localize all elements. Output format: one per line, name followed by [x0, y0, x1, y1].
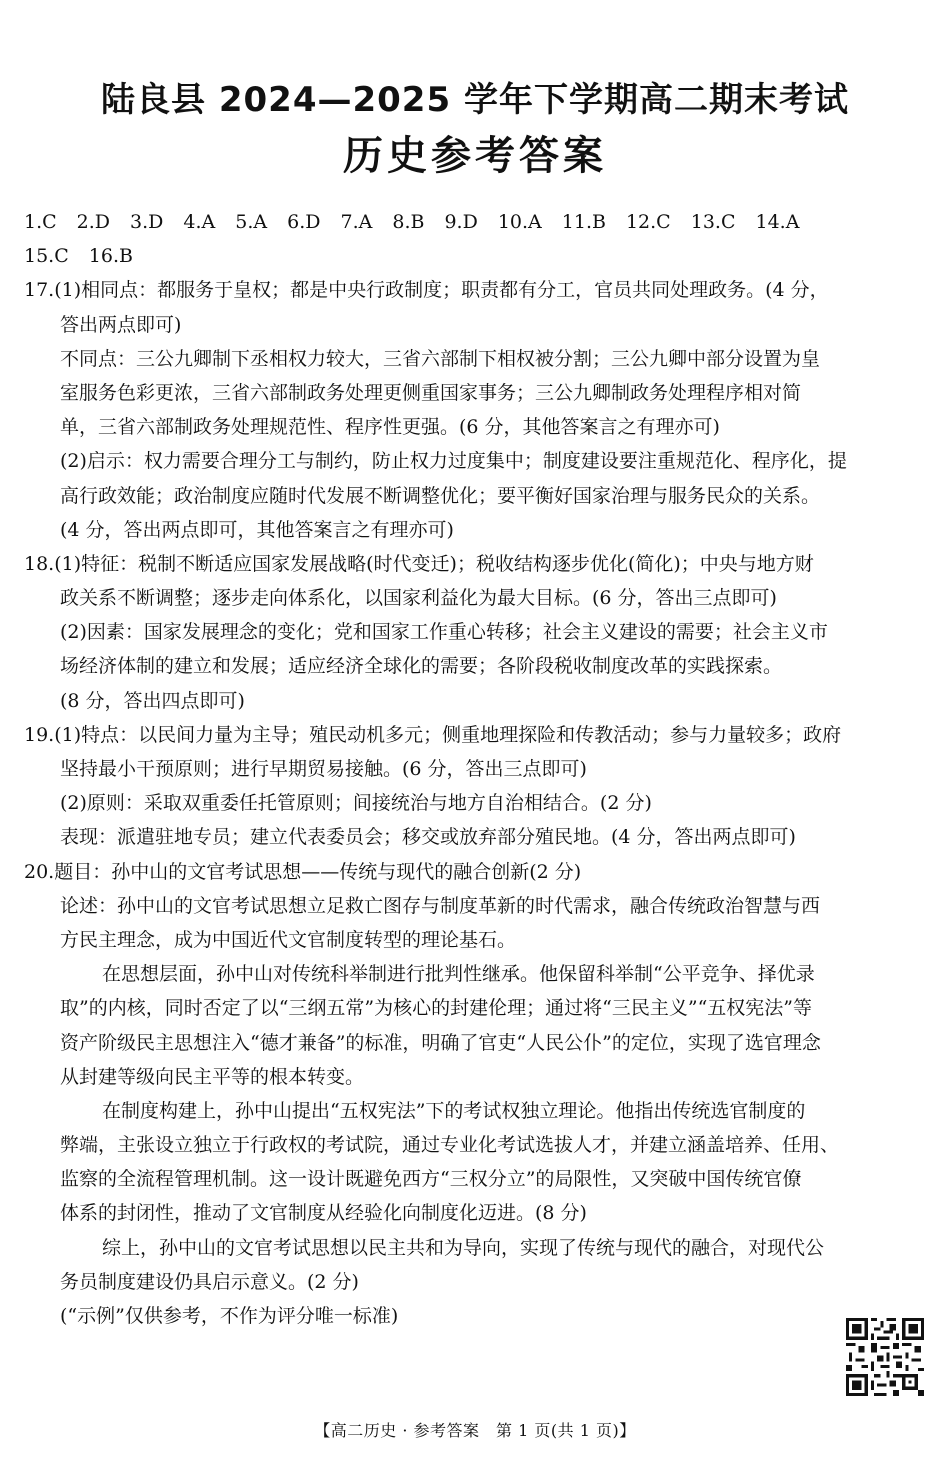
mcq-answer: 13.C: [690, 211, 736, 233]
q20-line: 资产阶级民主思想注入“德才兼备”的标准，明确了官吏“人民公仆”的定位，实现了选官理念: [60, 1031, 821, 1054]
q20-line: 20.题目：孙中山的文官考试思想——传统与现代的融合创新(2 分): [24, 860, 582, 883]
mcq-answer: 6.D: [287, 211, 321, 233]
mcq-answer: 10.A: [497, 211, 542, 233]
mcq-answer: 2.D: [76, 211, 111, 233]
exam-title: 陆良县 2024—2025 学年下学期高二期末考试: [101, 80, 849, 120]
q17-line: 答出两点即可): [60, 313, 182, 336]
q20-line: 方民主理念，成为中国近代文官制度转型的理论基石。: [60, 928, 517, 951]
mcq-answer: 12.C: [625, 211, 671, 233]
q19-line: 坚持最小干预原则；进行早期贸易接触。(6 分，答出三点即可): [60, 758, 587, 780]
q20-line: 从封建等级向民主平等的根本转变。: [60, 1065, 365, 1088]
q18-line: (2)因素：国家发展理念的变化；党和国家工作重心转移；社会主义建设的需要；社会主义市: [60, 621, 828, 644]
qr-code-icon: [846, 1318, 924, 1396]
q19-line: 表现：派遣驻地专员；建立代表委员会；移交或放弃部分殖民地。(4 分，答出两点即可): [60, 826, 796, 849]
page-footer: 【高二历史 · 参考答案 第 1 页(共 1 页)】: [314, 1421, 636, 1440]
mcq-answer: 1.C: [24, 211, 57, 233]
mcq-answer: 16.B: [88, 245, 133, 268]
q20-line: 体系的封闭性，推动了文官制度从经验化向制度化迈进。(8 分): [60, 1202, 587, 1225]
q17-line: (4 分，答出两点即可，其他答案言之有理亦可): [60, 518, 454, 541]
q20-line: 论述：孙中山的文官考试思想立足救亡图存与制度革新的时代需求，融合传统政治智慧与西: [60, 894, 821, 917]
q20-line: 取”的内核，同时否定了以“三纲五常”为核心的封建伦理；通过将“三民主义”“五权宪法”等: [60, 997, 812, 1020]
q17-line: (2)启示：权力需要合理分工与制约，防止权力过度集中；制度建设要注重规范化、程序化，提: [60, 450, 847, 473]
q17-line: 单，三省六部制政务处理规范性、程序性更强。(6 分，其他答案言之有理亦可): [60, 416, 720, 439]
q20-line: 综上，孙中山的文官考试思想以民主共和为导向，实现了传统与现代的融合，对现代公: [102, 1236, 825, 1259]
mcq-answer: 14.A: [755, 211, 800, 233]
q17-line: 高行政效能；政治制度应随时代发展不断调整优化；要平衡好国家治理与服务民众的关系。: [60, 484, 821, 507]
q19-line: 19.(1)特点：以民间力量为主导；殖民动机多元；侧重地理探险和传教活动；参与力量较多；政府: [24, 723, 842, 746]
q20-line: 务员制度建设仍具启示意义。(2 分): [60, 1270, 359, 1293]
mcq-row-1: [24, 205, 926, 239]
q20-line: 弊端，主张设立独立于行政权的考试院，通过专业化考试选拔人才，并建立涵盖培养、任用、: [60, 1134, 840, 1157]
q18-line: 场经济体制的建立和发展；适应经济全球化的需要；各阶段税收制度改革的实践探索。: [60, 655, 783, 678]
q20-line: 监察的全流程管理机制。这一设计既避免西方“三权分立”的局限性，又突破中国传统官僚: [60, 1168, 802, 1191]
q18-line: 18.(1)特征：税制不断适应国家发展战略(时代变迁)；税收结构逐步优化(简化)；中央与地方财: [24, 552, 814, 575]
page-title: 历史参考答案: [343, 133, 607, 179]
answer-content: [24, 205, 926, 1333]
mcq-answer: 3.D: [130, 211, 164, 233]
q18-line: (8 分，答出四点即可): [60, 689, 245, 712]
q19-line: (2)原则：采取双重委任托管原则；间接统治与地方自治相结合。(2 分): [60, 792, 652, 815]
q20-line: 在制度构建上，孙中山提出“五权宪法”下的考试权独立理论。他指出传统选官制度的: [102, 1099, 806, 1122]
mcq-answer: 15.C: [24, 245, 69, 268]
q17-line: 室服务色彩更浓，三省六部制政务处理更侧重国家事务；三公九卿制政务处理程序相对简: [60, 381, 802, 404]
q18-line: 政关系不断调整；逐步走向体系化，以国家利益化为最大目标。(6 分，答出三点即可): [60, 587, 777, 610]
mcq-answer: 7.A: [340, 211, 373, 233]
q20-line: 在思想层面，孙中山对传统科举制进行批判性继承。他保留科举制“公平竞争、择优录: [102, 963, 815, 986]
mcq-answer: 11.B: [561, 211, 606, 233]
mcq-answer: 4.A: [183, 211, 216, 233]
mcq-answer: 8.B: [392, 211, 425, 233]
mcq-row-2: [24, 239, 926, 273]
q17-line: 不同点：三公九卿制下丞相权力较大，三省六部制下相权被分割；三公九卿中部分设置为皇: [60, 347, 821, 370]
mcq-answer: 5.A: [235, 211, 268, 233]
mcq-answer: 9.D: [444, 211, 478, 233]
q17-line: 17.(1)相同点：都服务于皇权；都是中央行政制度；职责都有分工，官员共同处理政务。(4 分，: [24, 279, 829, 302]
q20-line: (“示例”仅供参考，不作为评分唯一标准): [60, 1305, 399, 1327]
